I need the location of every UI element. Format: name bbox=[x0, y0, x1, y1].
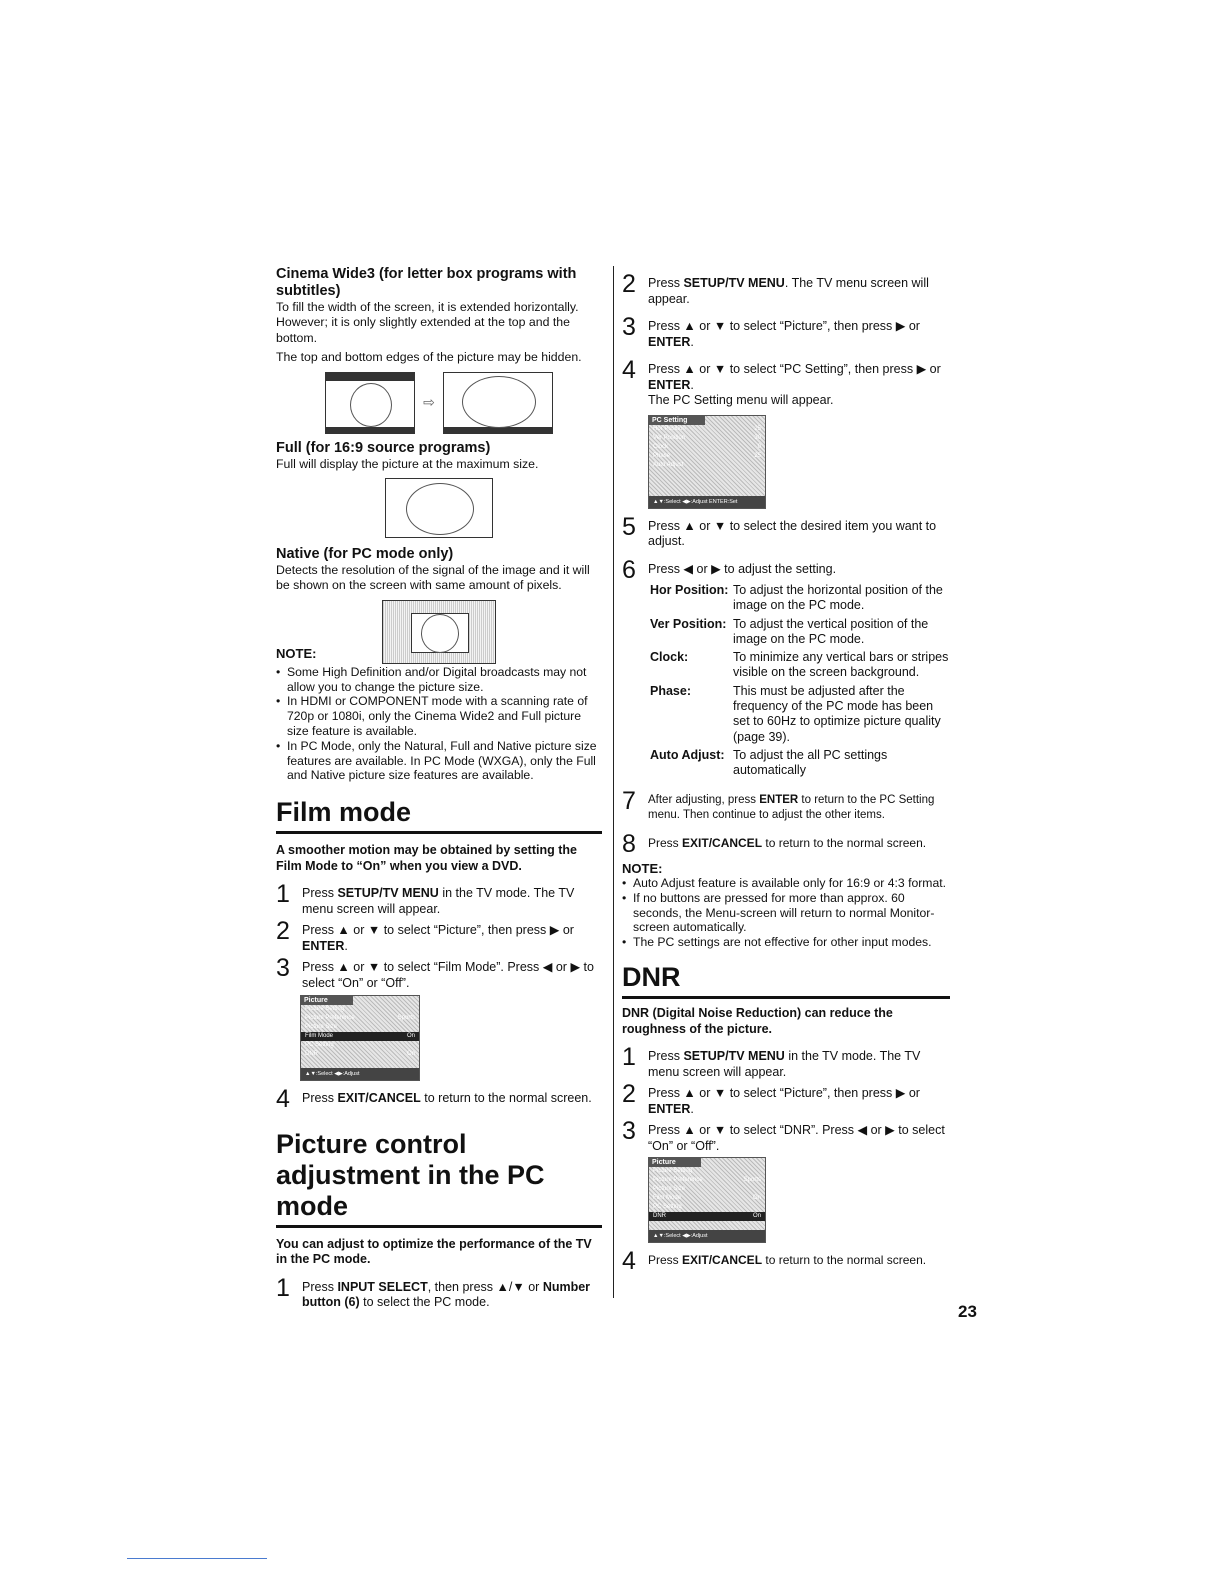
cinema-wide3-illustration bbox=[276, 372, 602, 434]
native-illustration bbox=[276, 600, 602, 664]
pc-mode-heading: Picture control adjustment in the PC mode bbox=[276, 1128, 545, 1221]
cinema-wide3-text-1: To fill the width of the screen, it is extended horizontally. However; it is only slightly extended at the top and the bottom. bbox=[276, 300, 579, 345]
pc-step-2: 2 Press SETUP/TV MENU. The TV menu screen will appear. bbox=[622, 270, 929, 306]
full-heading: Full (for 16:9 source programs) bbox=[276, 439, 491, 456]
pc-step-5: 5 Press ▲ or ▼ to select the desired item you want to adjust. bbox=[622, 512, 937, 548]
pc-step-3: 3 Press ▲ or ▼ to select “Picture”, then press ▶ or ENTER. bbox=[622, 313, 920, 349]
note-item: • The PC settings are not effective for other input modes. bbox=[622, 935, 950, 950]
heading-rule bbox=[276, 1225, 602, 1228]
film-mode-menu-image: Picture Picture Setting Picture Preference Sports Picture Size Film Mode On PC Setting DNR On ▲▼:Select ◀▶:Adjust bbox=[300, 995, 420, 1081]
note-title: NOTE: bbox=[276, 645, 317, 661]
pc-setting-row: Clock: To minimize any vertical bars or stripes visible on the screen background. bbox=[650, 650, 949, 680]
pc-step-6: 6 Press ◀ or ▶ to adjust the setting. bbox=[622, 555, 837, 584]
dnr-step-1: 1 Press SETUP/TV MENU in the TV mode. The TV menu screen will appear. bbox=[622, 1043, 921, 1079]
pc-settings-table bbox=[650, 583, 950, 779]
note-item: • In HDMI or COMPONENT mode with a scanning rate of 720p or 1080i, only the Cinema Wide2 and Full picture size feature is available. bbox=[276, 694, 602, 738]
heading-rule bbox=[276, 831, 602, 834]
pc-step-4: 4 Press ▲ or ▼ to select “PC Setting”, then press ▶ or ENTER. The PC Setting menu will appear. bbox=[622, 356, 941, 407]
note-item: • Auto Adjust feature is available only for 16:9 or 4:3 format. bbox=[622, 876, 950, 891]
dnr-step-3: 3 Press ▲ or ▼ to select “DNR”. Press ◀ or ▶ to select “On” or “Off”. bbox=[622, 1117, 945, 1153]
native-screen-image bbox=[382, 600, 496, 664]
pc-mode-lead: You can adjust to optimize the performance of the TV in the PC mode. bbox=[276, 1236, 592, 1267]
film-step-4: 4 Press EXIT/CANCEL to return to the normal screen. bbox=[276, 1085, 592, 1114]
note-item: • In PC Mode, only the Natural, Full and Native picture size features are available. In PC Mode (WXGA), only the Full and Native picture size features are available. bbox=[276, 739, 602, 783]
film-step-2: 2 Press ▲ or ▼ to select “Picture”, then press ▶ or ENTER. bbox=[276, 917, 574, 953]
note-list bbox=[622, 876, 950, 950]
dnr-heading: DNR bbox=[622, 962, 681, 993]
full-illustration bbox=[276, 478, 602, 538]
dnr-menu-image: Picture Picture Setting Picture Preference Sports Picture Size Film Mode On PC Setting DNR On ▲▼:Select ◀▶:Adjust bbox=[648, 1157, 766, 1243]
film-step-3: 3 Press ▲ or ▼ to select “Film Mode”. Press ◀ or ▶ to select “On” or “Off”. bbox=[276, 954, 594, 990]
pc-setting-row: Phase: This must be adjusted after the frequency of the PC mode has been set to 60Hz to optimize picture quality (page 39). bbox=[650, 683, 941, 744]
footer-line bbox=[127, 1558, 267, 1559]
after-screen-image bbox=[443, 372, 553, 434]
cinema-wide3-text-2: The top and bottom edges of the picture may be hidden. bbox=[276, 350, 582, 365]
dnr-step-2: 2 Press ▲ or ▼ to select “Picture”, then press ▶ or ENTER. bbox=[622, 1080, 920, 1116]
before-screen-image bbox=[325, 372, 415, 434]
film-mode-heading: Film mode bbox=[276, 797, 412, 828]
left-column bbox=[276, 266, 602, 1311]
column-divider bbox=[613, 266, 614, 1298]
pc-setting-row: Ver Position: To adjust the vertical position of the image on the PC mode. bbox=[650, 616, 929, 646]
heading-rule bbox=[622, 996, 950, 999]
pc-setting-row: Auto Adjust: To adjust the all PC settings automatically bbox=[650, 747, 888, 778]
note-item: • If no buttons are pressed for more than approx. 60 seconds, the Menu-screen will return to normal Monitor-screen automatically. bbox=[622, 891, 950, 935]
arrow-right-icon: ⇨ bbox=[423, 394, 435, 411]
cinema-wide3-heading: Cinema Wide3 (for letter box programs with subtitles) bbox=[276, 266, 577, 299]
page-number: 23 bbox=[958, 1302, 977, 1321]
note-title: NOTE: bbox=[622, 861, 663, 877]
pc-step-1: 1 Press INPUT SELECT, then press ▲/▼ or Number button (6) to select the PC mode. bbox=[276, 1273, 591, 1310]
film-mode-lead: A smoother motion may be obtained by setting the Film Mode to “On” when you view a DVD. bbox=[276, 843, 577, 873]
dnr-step-4: 4 Press EXIT/CANCEL to return to the normal screen. bbox=[622, 1247, 927, 1276]
full-screen-image bbox=[385, 478, 493, 538]
native-heading: Native (for PC mode only) bbox=[276, 546, 454, 563]
full-text: Full will display the picture at the maximum size. bbox=[276, 456, 539, 471]
pc-setting-row: Hor Position: To adjust the horizontal position of the image on the PC mode. bbox=[650, 583, 943, 613]
pc-step-8: 8 Press EXIT/CANCEL to return to the normal screen. bbox=[622, 829, 927, 858]
pc-step-7: 7 After adjusting, press ENTER to return to the PC Setting menu. Then continue to adjust the other items. bbox=[622, 786, 935, 822]
pc-setting-menu-image: PC Setting Hor Position 25 Ver Position 30 Clock 0 Phase 25 Auto Adjust ▲▼:Select ◀▶:Adjust ENTER:Set bbox=[648, 415, 766, 509]
note-item: • Some High Definition and/or Digital broadcasts may not allow you to change the picture size. bbox=[276, 665, 602, 695]
dnr-lead: DNR (Digital Noise Reduction) can reduce the roughness of the picture. bbox=[622, 1006, 893, 1036]
note-list bbox=[276, 665, 602, 783]
native-text: Detects the resolution of the signal of the image and it will be shown on the screen with same amount of pixels. bbox=[276, 563, 590, 593]
right-column bbox=[622, 270, 950, 1276]
film-step-1: 1 Press SETUP/TV MENU in the TV mode. The TV menu screen will appear. bbox=[276, 880, 575, 916]
